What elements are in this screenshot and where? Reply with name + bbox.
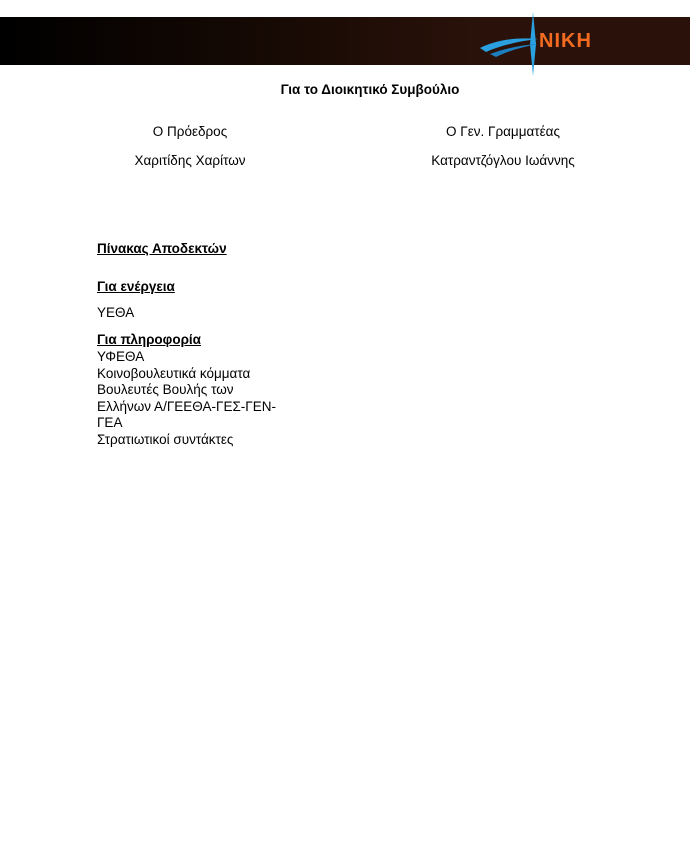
logo-text: NIKH [539,30,592,52]
secretary-role: Ο Γεν. Γραμματέας [446,124,560,139]
president-name: Χαριτίδης Χαρίτων [134,153,246,168]
list-item: ΓΕΑ [97,415,123,431]
board-title: Για το Διοικητικό Συμβούλιο [280,82,460,97]
info-heading: Για πληροφορία [97,332,201,347]
action-heading: Για ενέργεια [97,279,175,294]
president-signature [80,124,300,174]
info-list [97,349,297,449]
president-role: Ο Πρόεδρος [152,124,228,139]
list-item: Ελλήνων Α/ΓΕΕΘΑ-ΓΕΣ-ΓΕΝ- [97,398,276,414]
list-item: Στρατιωτικοί συντάκτες [97,431,234,447]
list-item: Βουλευτές Βουλής των [97,382,234,398]
action-item: ΥΕΘΑ [97,305,135,320]
list-item: Κοινοβουλευτικά κόμματα [97,365,251,381]
recipients-title: Πίνακας Αποδεκτών [97,241,227,256]
secretary-name: Κατραντζόγλου Ιωάννης [431,153,575,168]
list-item: ΥΦΕΘΑ [97,349,145,364]
secretary-signature [393,124,613,174]
